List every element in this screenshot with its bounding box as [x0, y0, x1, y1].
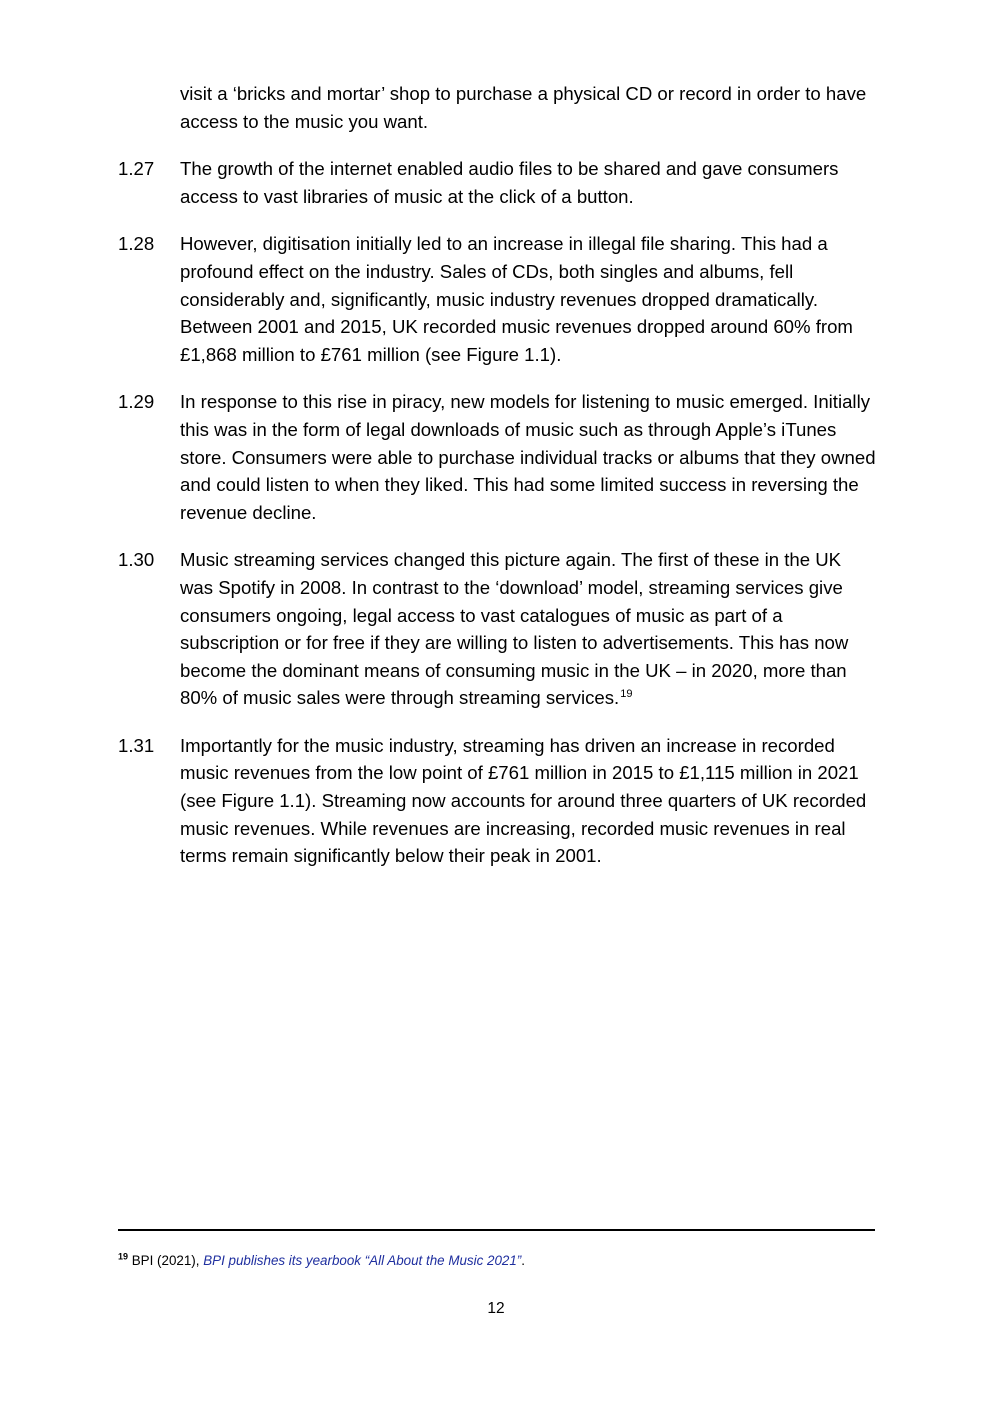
paragraph-1-30: [118, 546, 878, 712]
paragraph-number: 1.28: [118, 233, 155, 255]
paragraph-text: However, digitisation initially led to an increase in illegal file sharing. This had a profound effect on the industry. Sales of CDs, both singles and albums, fell considerably and, significantly, music industry revenues dropped dramatically. Between 2001 and 2015, UK recorded music revenues dropped around 60% from £1,868 million to £761 million (see Figure 1.1).: [180, 233, 853, 365]
footnote: [118, 1252, 875, 1270]
footnote-divider: [118, 1229, 875, 1231]
paragraph-1-27: [118, 155, 878, 210]
footnote-reference[interactable]: 19: [620, 688, 633, 701]
paragraph-number: 1.29: [118, 391, 155, 413]
paragraph-number: 1.27: [118, 158, 155, 180]
footnote-link[interactable]: BPI publishes its yearbook “All About the Music 2021”: [203, 1253, 522, 1268]
footnote-marker: 19: [118, 1251, 129, 1262]
paragraph-number: 1.31: [118, 734, 155, 756]
paragraph-text: In response to this rise in piracy, new models for listening to music emerged. Initially this was in the form of legal downloads of music such as through Apple’s iTunes store. Consumers were able to purchase individual tracks or albums that they owned and could listen to when they liked. This had some limited success in reversing the revenue decline.: [180, 391, 876, 523]
body-text: [118, 80, 878, 890]
footnote-prefix: BPI (2021),: [128, 1253, 204, 1268]
continuation-paragraph: visit a ‘bricks and mortar’ shop to purchase a physical CD or record in order to have access to the music you want.: [180, 83, 867, 132]
paragraph-1-29: [118, 388, 878, 526]
page-number: 12: [487, 1300, 505, 1317]
paragraph-text: The growth of the internet enabled audio files to be shared and gave consumers access to vast libraries of music at the click of a button.: [180, 158, 839, 207]
paragraph-text: Music streaming services changed this picture again. The first of these in the UK was Spotify in 2008. In contrast to the ‘download’ model, streaming services give consumers ongoing, legal access to vast catalogues of music as part of a subscription or for free if they are willing to listen to advertisements. This has now become the dominant means of consuming music in the UK – in 2020, more than 80% of music sales were through streaming services.: [180, 549, 849, 709]
paragraph-1-31: [118, 732, 878, 870]
paragraph-text-wrapper: [180, 546, 878, 712]
paragraph-number: 1.30: [118, 549, 155, 571]
paragraph-1-28: [118, 230, 878, 368]
footnote-suffix: .: [521, 1253, 526, 1268]
paragraph-text: Importantly for the music industry, streaming has driven an increase in recorded music revenues from the low point of £761 million in 2015 to £1,115 million in 2021 (see Figure 1.1). Streaming now accounts for around three quarters of UK recorded music revenues. While revenues are increasing, recorded music revenues in real terms remain significantly below their peak in 2001.: [180, 734, 867, 867]
